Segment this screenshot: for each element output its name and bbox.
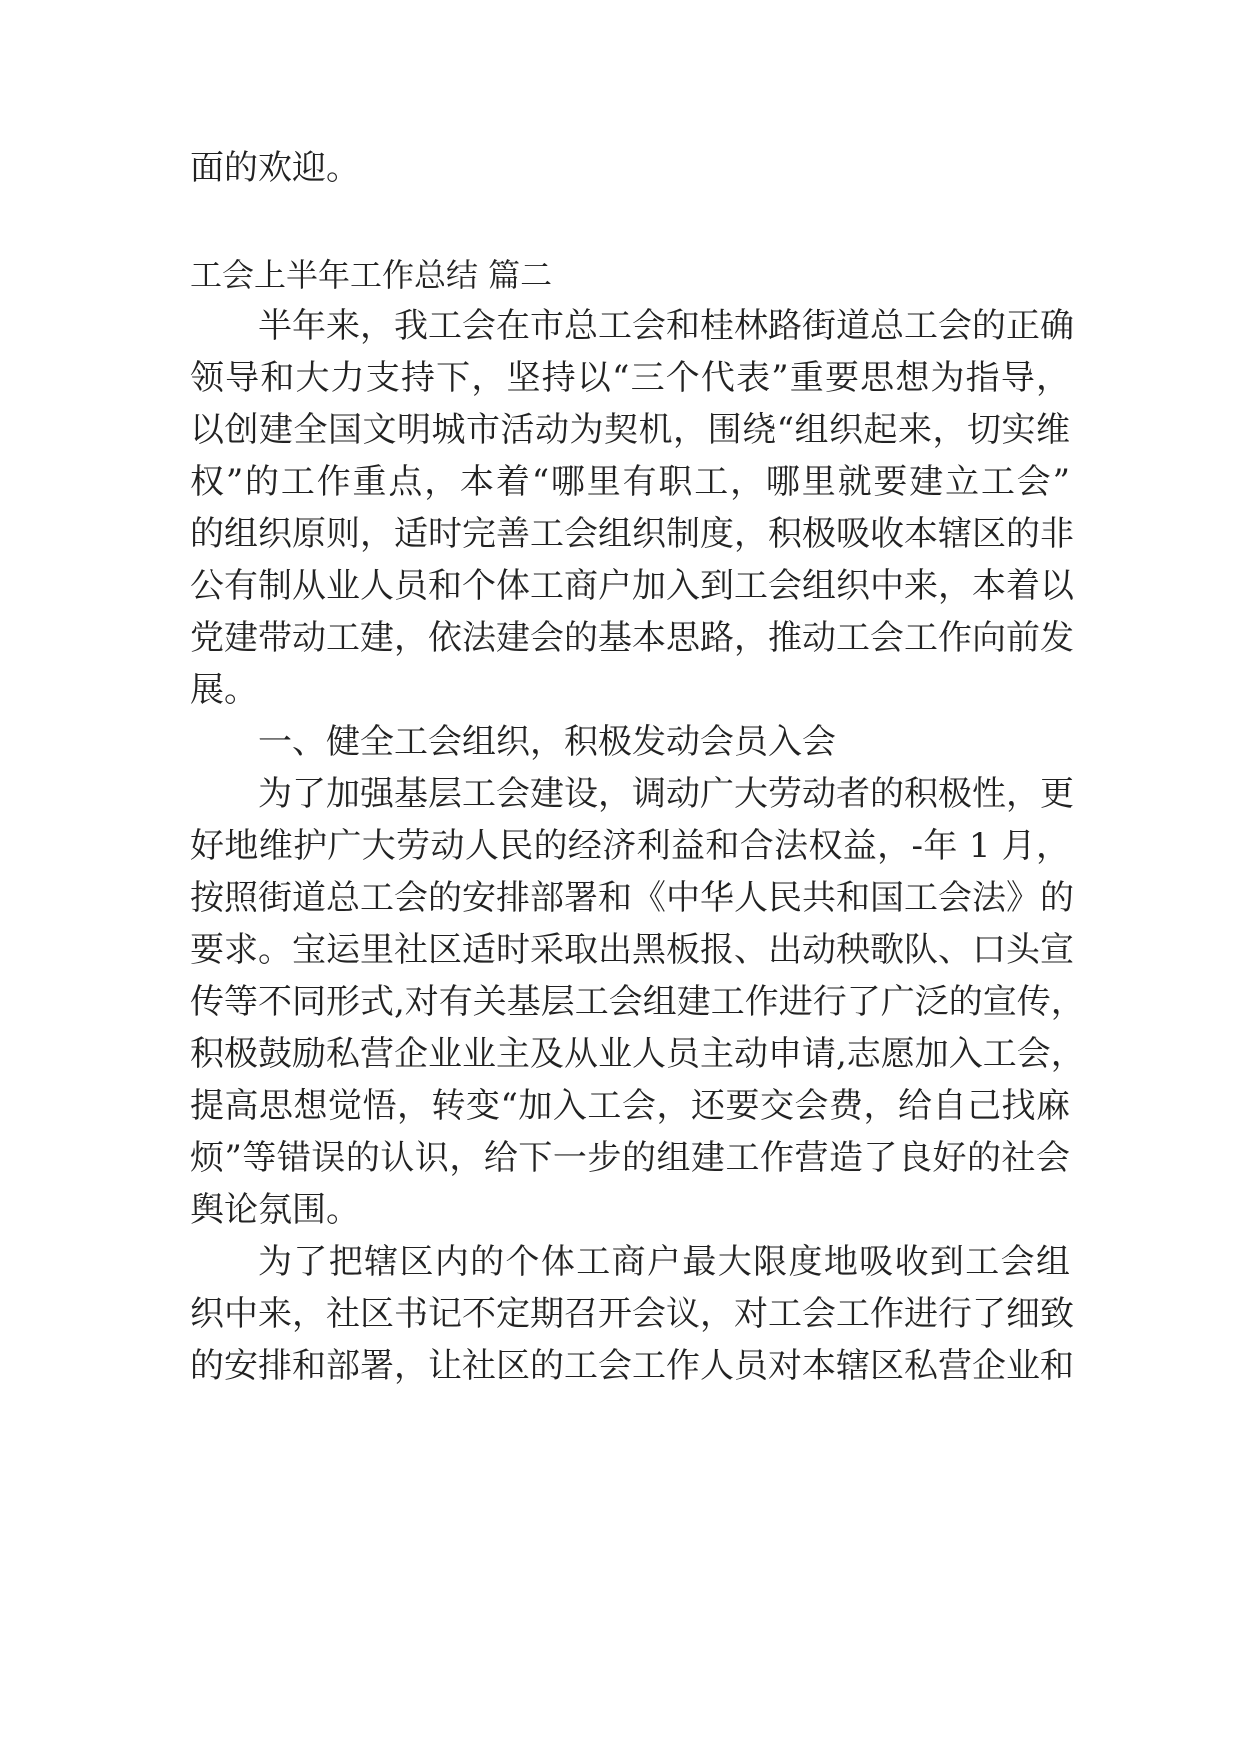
paragraph2-line-4: 要求。宝运里社区适时采取出黑板报、出动秧歌队、口头宣: [190, 930, 1074, 970]
paragraph3-line-2: 织中来，社区书记不定期召开会议，对工会工作进行了细致: [190, 1294, 1074, 1334]
paragraph2-line-7: 提高思想觉悟，转变“加入工会，还要交会费，给自己找麻: [190, 1086, 1070, 1126]
paragraph1-line-4: 权”的工作重点，本着“哪里有职工，哪里就要建立工会”: [190, 462, 1070, 502]
paragraph1-line-8: 展。: [190, 670, 258, 710]
paragraph3-line-1: 为了把辖区内的个体工商户最大限度地吸收到工会组: [258, 1242, 1070, 1282]
section-title: 工会上半年工作总结 篇二: [190, 256, 553, 294]
paragraph2-line-9: 舆论氛围。: [190, 1190, 360, 1230]
paragraph1-line-2: 领导和大力支持下，坚持以“三个代表”重要思想为指导，: [190, 358, 1070, 398]
paragraph2-line-1: 为了加强基层工会建设，调动广大劳动者的积极性，更: [258, 774, 1074, 814]
paragraph2-line-6: 积极鼓励私营企业业主及从业人员主动申请,志愿加入工会，: [190, 1034, 1085, 1074]
intro-tail-line: 面的欢迎。: [190, 148, 360, 188]
paragraph2-line-5: 传等不同形式,对有关基层工会组建工作进行了广泛的宣传，: [190, 982, 1085, 1022]
paragraph1-line-5: 的组织原则，适时完善工会组织制度，积极吸收本辖区的非: [190, 514, 1074, 554]
subheading-1: 一、健全工会组织，积极发动会员入会: [258, 722, 836, 762]
paragraph2-line-2: 好地维护广大劳动人民的经济利益和合法权益，-年 1 月，: [190, 826, 1070, 866]
paragraph1-line-1: 半年来，我工会在市总工会和桂林路街道总工会的正确: [258, 306, 1074, 346]
paragraph1-line-6: 公有制从业人员和个体工商户加入到工会组织中来，本着以: [190, 566, 1074, 606]
paragraph1-line-7: 党建带动工建，依法建会的基本思路，推动工会工作向前发: [190, 618, 1074, 658]
paragraph1-line-3: 以创建全国文明城市活动为契机，围绕“组织起来，切实维: [190, 410, 1070, 450]
paragraph2-line-3: 按照街道总工会的安排部署和《中华人民共和国工会法》的: [190, 878, 1074, 918]
paragraph2-line-8: 烦”等错误的认识，给下一步的组建工作营造了良好的社会: [190, 1138, 1070, 1178]
paragraph3-line-3: 的安排和部署，让社区的工会工作人员对本辖区私营企业和: [190, 1346, 1074, 1386]
